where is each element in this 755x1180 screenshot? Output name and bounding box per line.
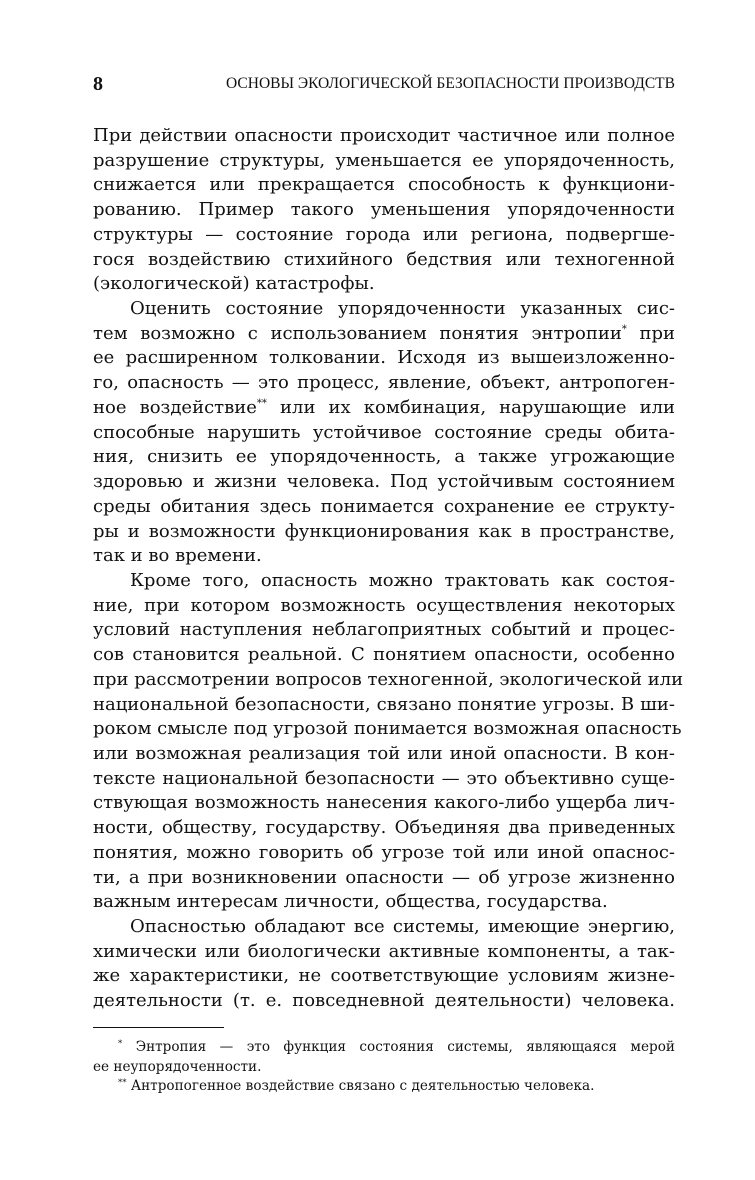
text-line: химически или биологически активные компоненты, а так- (93, 940, 675, 962)
text-line: ствующая возможность нанесения какого-либо ущерба лич- (93, 792, 675, 814)
text-line (93, 322, 675, 347)
footnote-divider (93, 1027, 224, 1028)
text-line: Оценить состояние упорядоченности указанных сис- (130, 298, 675, 320)
text-line: разрушение структуры, уменьшается ее упорядоченность, (93, 149, 675, 171)
page-number: 8 (93, 73, 103, 95)
text-line: среды обитания здесь понимается сохранение ее структу- (93, 495, 675, 517)
text-line: или возможная реализация той или иной опасности. В кон- (93, 742, 675, 764)
text-line: ее расширенном толковании. Исходя из вышеизложенно- (93, 347, 675, 369)
text-line: условий наступления неблагоприятных событий и процес- (93, 619, 675, 641)
text-line: ние, при котором возможность осуществления некоторых (93, 594, 675, 616)
running-title: ОСНОВЫ ЭКОЛОГИЧЕСКОЙ БЕЗОПАСНОСТИ ПРОИЗВОДСТВ (226, 75, 675, 92)
text-line: национальной безопасности, связано понятие угрозы. В ши- (93, 693, 675, 715)
footnote-2-marker: ** (118, 1078, 127, 1088)
text-fragment: тем возможно с использованием понятия энтропии (93, 322, 622, 344)
text-line: тексте национальной безопасности — это объективно суще- (93, 767, 675, 789)
text-fragment: или их комбинация, нарушающие или (280, 396, 675, 418)
text-line: так и во времени. (93, 545, 262, 567)
footnote-1-marker: * (118, 1039, 123, 1049)
text-line: При действии опасности происходит частичное или полное (93, 125, 675, 146)
text-line: понятия, можно говорить об угрозе той или иной опаснос- (93, 841, 675, 863)
text-line: деятельности (т. е. повседневной деятельности) человека. (93, 990, 675, 1012)
text-line: здоровью и жизни человека. Под устойчивым состоянием (93, 471, 675, 493)
text-line: Опасностью обладают все системы, имеющие энергию, (130, 916, 675, 937)
text-line: ния, снизить ее упорядоченность, а также угрожающие (93, 446, 675, 468)
text-line: ти, а при возникновении опасности — об угрозе жизненно (93, 866, 675, 888)
footnote-1-continued: ее неупорядоченности. (93, 1058, 262, 1075)
text-line: рованию. Пример такого уменьшения упорядоченности (93, 199, 675, 221)
text-line (93, 396, 675, 421)
footnote-2 (93, 1077, 675, 1097)
text-line: Кроме того, опасность можно трактовать как состоя- (130, 569, 675, 591)
text-line: (экологической) катастрофы. (93, 273, 375, 295)
footnote-1-text: Энтропия — это функция состояния системы, являющаяся мерой (135, 1039, 675, 1055)
footnote-marker-1: * (621, 323, 627, 335)
text-line: структуры — состояние города или региона, подвергше- (93, 223, 675, 245)
text-line: го, опасность — это процесс, явление, объект, антропоген- (93, 372, 675, 394)
text-line: гося воздействию стихийного бедствия или техногенной (93, 248, 675, 270)
text-line: ности, обществу, государству. Объединяя два приведенных (93, 817, 675, 839)
footnote-1 (93, 1038, 675, 1058)
text-line: сов становится реальной. С понятием опасности, особенно (93, 644, 675, 666)
text-line: ры и возможности функционирования как в пространстве, (93, 520, 675, 542)
page-header (93, 72, 675, 96)
footnotes (93, 1038, 675, 1097)
footnote-2-text: Антропогенное воздействие связано с деятельностью человека. (130, 1078, 595, 1094)
text-line: при рассмотрении вопросов техногенной, экологической или (93, 668, 684, 690)
text-fragment: ное воздействие (93, 396, 257, 418)
text-line: же характеристики, не соответствующие условиям жизне- (93, 965, 675, 987)
footnote-marker-2: ** (256, 397, 267, 409)
text-fragment: при (639, 322, 675, 344)
text-line: важным интересам личности, общества, государства. (93, 891, 608, 913)
text-line: снижается или прекращается способность к функциони- (93, 174, 675, 196)
text-line: роком смысле под угрозой понимается возможная опасность (93, 718, 682, 740)
text-line: способные нарушить устойчивое состояние среды обита- (93, 421, 675, 443)
body-text (93, 124, 684, 1014)
